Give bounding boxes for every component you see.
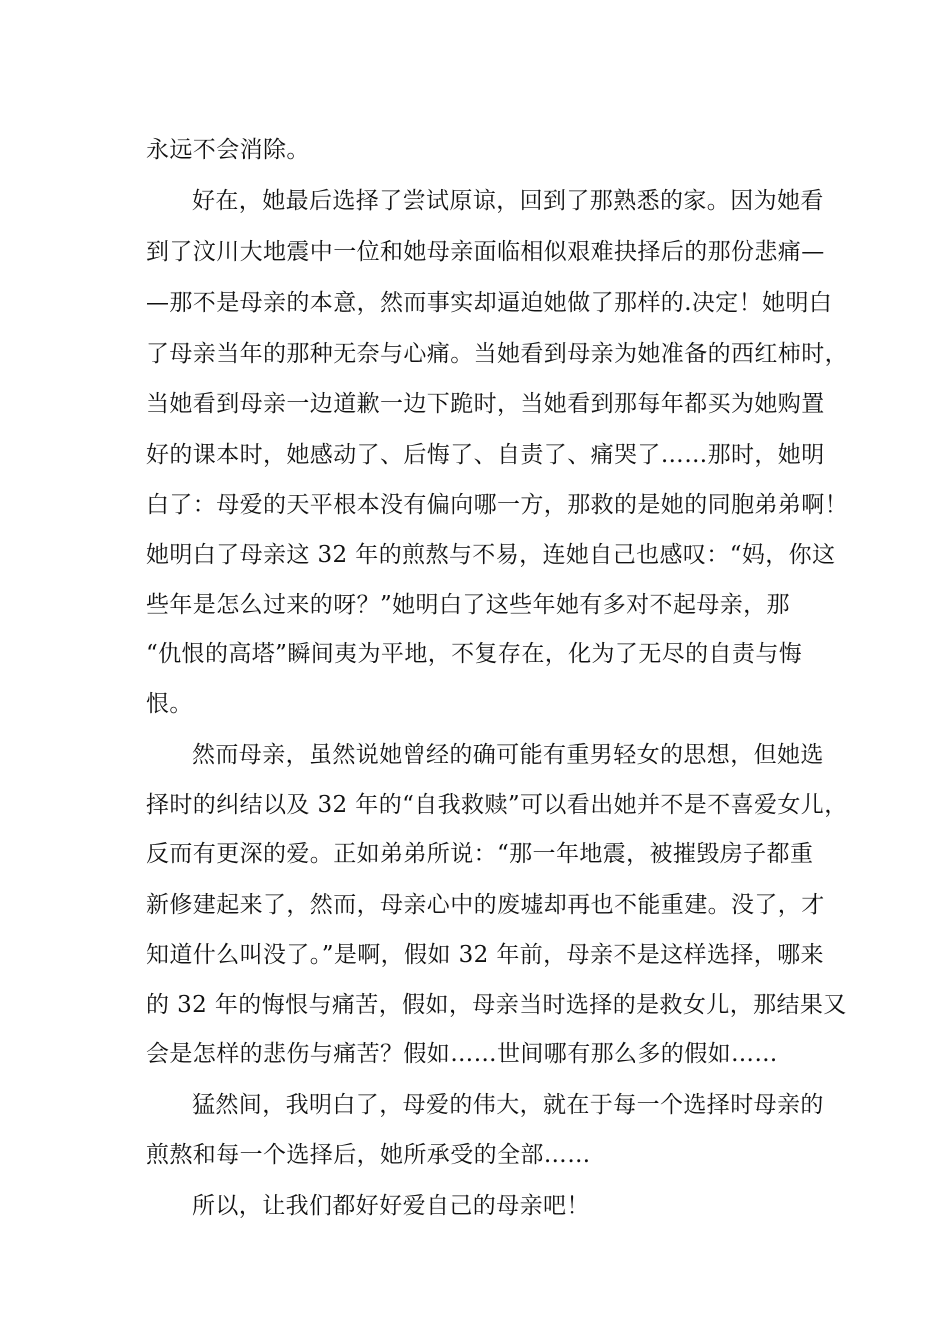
text-line: 白了：母爱的天平根本没有偏向哪一方，那救的是她的同胞弟弟啊！ xyxy=(146,492,848,518)
text-line: 所以，让我们都好好爱自己的母亲吧！ xyxy=(192,1193,590,1219)
text-line: 她明白了母亲这 32 年的煎熬与不易，连她自己也感叹：“妈，你这 xyxy=(146,542,836,568)
text-line: 择时的纠结以及 32 年的“自我救赎”可以看出她并不是不喜爱女儿， xyxy=(146,792,848,818)
text-line: 猛然间，我明白了，母爱的伟大，就在于每一个选择时母亲的 xyxy=(192,1092,824,1118)
text-line: 恨。 xyxy=(146,691,193,717)
text-line: —那不是母亲的本意，然而事实却逼迫她做了那样的.决定！她明白 xyxy=(146,290,833,316)
text-line: 永远不会消除。 xyxy=(146,137,310,163)
text-line: 煎熬和每一个选择后，她所承受的全部…… xyxy=(146,1142,591,1168)
text-line: 新修建起来了，然而，母亲心中的废墟却再也不能重建。没了，才 xyxy=(146,892,825,918)
text-line: 知道什么叫没了。”是啊，假如 32 年前，母亲不是这样选择，哪来 xyxy=(146,942,824,968)
text-line: “仇恨的高塔”瞬间夷为平地，不复存在，化为了无尽的自责与悔 xyxy=(146,641,803,667)
text-line: 的 32 年的悔恨与痛苦，假如，母亲当时选择的是救女儿，那结果又 xyxy=(146,992,847,1018)
text-line: 然而母亲，虽然说她曾经的确可能有重男轻女的思想，但她选 xyxy=(192,742,824,768)
text-line: 当她看到母亲一边道歉一边下跪时，当她看到那每年都买为她购置 xyxy=(146,391,825,417)
text-line: 到了汶川大地震中一位和她母亲面临相似艰难抉择后的那份悲痛— xyxy=(146,239,825,265)
text-line: 好的课本时，她感动了、后悔了、自责了、痛哭了……那时，她明 xyxy=(146,442,825,468)
text-line: 些年是怎么过来的呀？”她明白了这些年她有多对不起母亲，那 xyxy=(146,592,790,618)
text-line: 反而有更深的爱。正如弟弟所说：“那一年地震，被摧毁房子都重 xyxy=(146,841,814,867)
text-line: 会是怎样的悲伤与痛苦？假如……世间哪有那么多的假如…… xyxy=(146,1041,778,1067)
text-line: 好在，她最后选择了尝试原谅，回到了那熟悉的家。因为她看 xyxy=(192,188,824,214)
text-line: 了母亲当年的那种无奈与心痛。当她看到母亲为她准备的西红柿时， xyxy=(146,341,848,367)
